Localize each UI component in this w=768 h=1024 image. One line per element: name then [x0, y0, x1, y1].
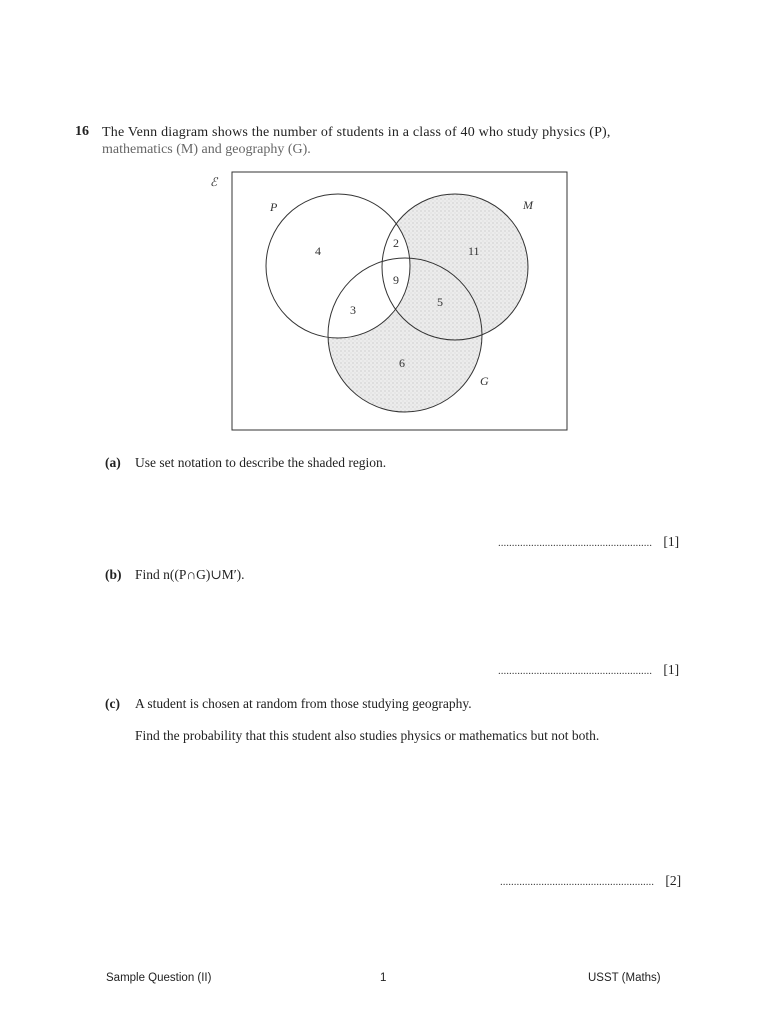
region-P-only: 4 — [315, 244, 321, 258]
answer-line-c[interactable]: ........................................................ — [500, 876, 654, 888]
part-b-label: (b) — [105, 567, 122, 582]
region-P-M-G: 9 — [393, 273, 399, 287]
shaded-region — [328, 194, 528, 412]
part-b-text: Find n((P∩G)∪M′). — [135, 567, 245, 582]
answer-line-b[interactable]: ........................................................ — [498, 665, 652, 677]
region-G-only: 6 — [399, 356, 405, 370]
question-text-line1: The Venn diagram shows the number of students in a class of 40 who study physics (P), — [102, 125, 611, 140]
footer-page-number: 1 — [380, 972, 387, 984]
universal-symbol: ℰ — [210, 175, 218, 189]
marks-c: [2] — [665, 873, 682, 888]
answer-line-a[interactable]: ........................................................ — [498, 537, 652, 549]
question-number: 16 — [75, 124, 89, 139]
part-a-text: Use set notation to describe the shaded region. — [135, 455, 387, 470]
region-M-only: 11 — [468, 244, 480, 258]
label-G: G — [480, 374, 489, 388]
label-M: M — [523, 198, 533, 212]
marks-a: [1] — [663, 534, 680, 549]
part-a-label: (a) — [105, 455, 121, 470]
question-text-line2: mathematics (M) and geography (G). — [102, 142, 311, 157]
region-P-G: 3 — [350, 303, 356, 317]
footer-left: Sample Question (II) — [106, 972, 212, 984]
region-P-M: 2 — [393, 236, 399, 250]
region-M-G: 5 — [437, 295, 443, 309]
part-c-text: A student is chosen at random from those studying geography. — [135, 696, 472, 711]
label-P: P — [270, 200, 278, 214]
marks-b: [1] — [663, 662, 680, 677]
venn-diagram — [200, 166, 580, 438]
part-c-label: (c) — [105, 696, 120, 711]
footer-right: USST (Maths) — [588, 972, 661, 984]
part-c-text2: Find the probability that this student also studies physics or mathematics but not both. — [135, 728, 600, 743]
